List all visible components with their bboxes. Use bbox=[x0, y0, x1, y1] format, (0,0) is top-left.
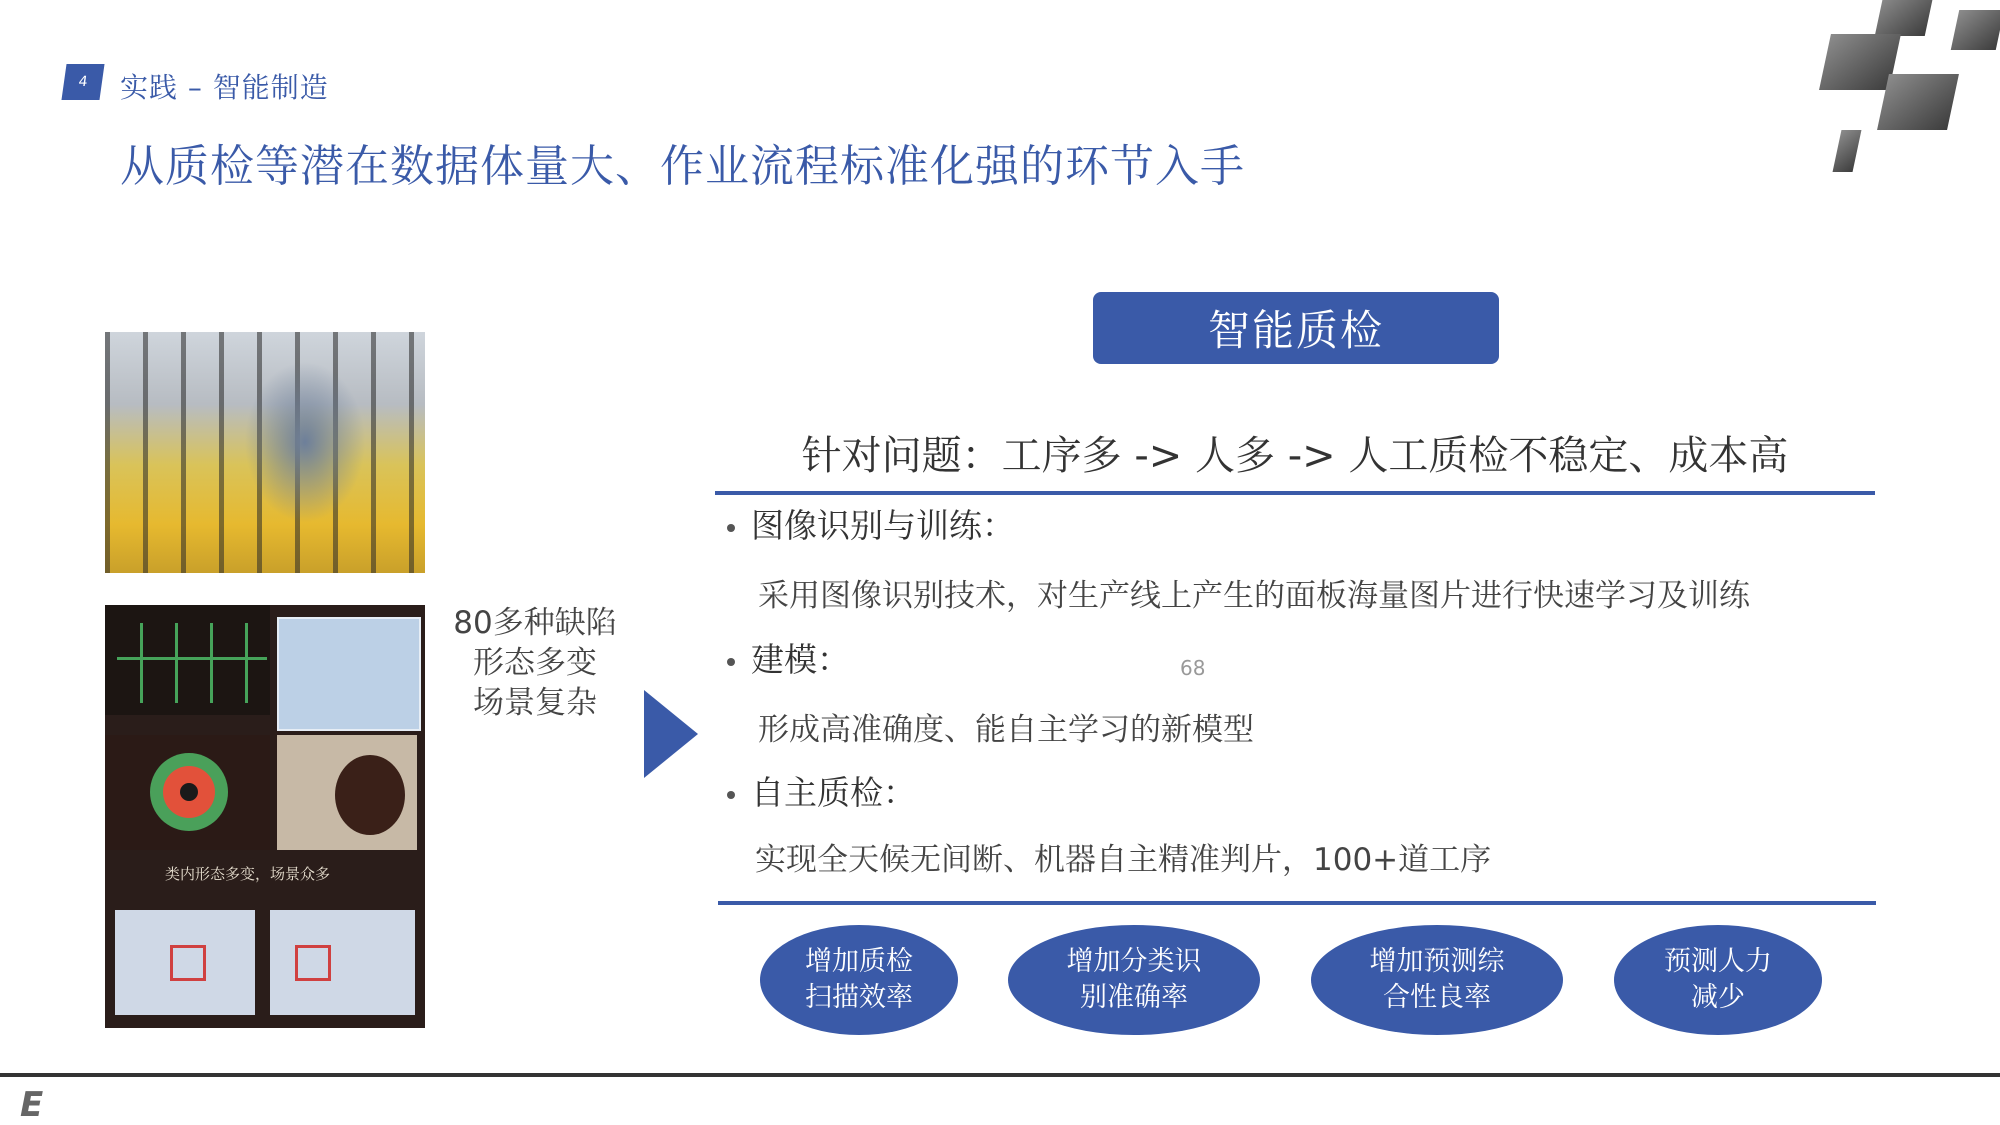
footer-logo: E bbox=[20, 1085, 44, 1125]
bullet-dot-icon bbox=[727, 791, 735, 799]
defect-line-1: 80多种缺陷 bbox=[453, 605, 617, 641]
bullet-image-recognition bbox=[727, 500, 1015, 547]
outcome-line: 减少 bbox=[1691, 982, 1745, 1013]
bullet-modeling bbox=[727, 634, 850, 681]
arrow-right-icon bbox=[644, 690, 698, 778]
outcome-classification-accuracy bbox=[1008, 925, 1260, 1035]
bullet-auto-inspection bbox=[727, 767, 916, 814]
bullet-body: 实现全天候无间断、机器自主精准判片，100+道工序 bbox=[755, 842, 1492, 878]
outcome-line: 增加质检 bbox=[805, 946, 913, 977]
outcome-labor-reduction bbox=[1614, 925, 1822, 1035]
outcome-yield-prediction bbox=[1311, 925, 1563, 1035]
outcome-line: 扫描效率 bbox=[805, 982, 913, 1013]
corner-logo bbox=[1815, 0, 2000, 175]
bullet-title: 图像识别与训练： bbox=[751, 506, 1015, 545]
problem-statement: 针对问题：工序多 -> 人多 -> 人工质检不稳定、成本高 bbox=[801, 433, 1789, 479]
outcome-line: 预测人力 bbox=[1664, 946, 1772, 977]
outcome-scan-efficiency bbox=[760, 925, 958, 1035]
bullet-body: 形成高准确度、能自主学习的新模型 bbox=[758, 712, 1254, 748]
page-badge: 4 bbox=[61, 64, 104, 100]
bottom-divider bbox=[718, 901, 1876, 905]
footer-line bbox=[0, 1073, 2000, 1077]
outcome-line: 别准确率 bbox=[1080, 982, 1188, 1013]
outcome-line: 增加分类识 bbox=[1066, 946, 1202, 977]
defect-description bbox=[440, 603, 630, 723]
outcome-line: 合性良率 bbox=[1383, 982, 1491, 1013]
bullet-title: 建模： bbox=[751, 640, 850, 679]
bullet-dot-icon bbox=[727, 524, 735, 532]
bullet-body: 采用图像识别技术，对生产线上产生的面板海量图片进行快速学习及训练 bbox=[758, 578, 1750, 614]
bullet-title: 自主质检： bbox=[751, 773, 916, 812]
worker-inspection-photo bbox=[105, 332, 425, 573]
defect-line-2: 形态多变 bbox=[473, 645, 597, 681]
page-number: 68 bbox=[1180, 656, 1206, 680]
smart-inspection-title: 智能质检 bbox=[1093, 292, 1499, 364]
top-divider bbox=[715, 491, 1875, 495]
section-title: 实践 – 智能制造 bbox=[120, 71, 329, 104]
defect-photo-caption: 类内形态多变，场景众多 bbox=[165, 865, 331, 883]
bullet-dot-icon bbox=[727, 658, 735, 666]
defect-line-3: 场景复杂 bbox=[473, 685, 597, 721]
defect-samples-photo bbox=[105, 605, 425, 1028]
outcome-line: 增加预测综 bbox=[1369, 946, 1505, 977]
slide-title: 从质检等潜在数据体量大、作业流程标准化强的环节入手 bbox=[120, 141, 1245, 192]
